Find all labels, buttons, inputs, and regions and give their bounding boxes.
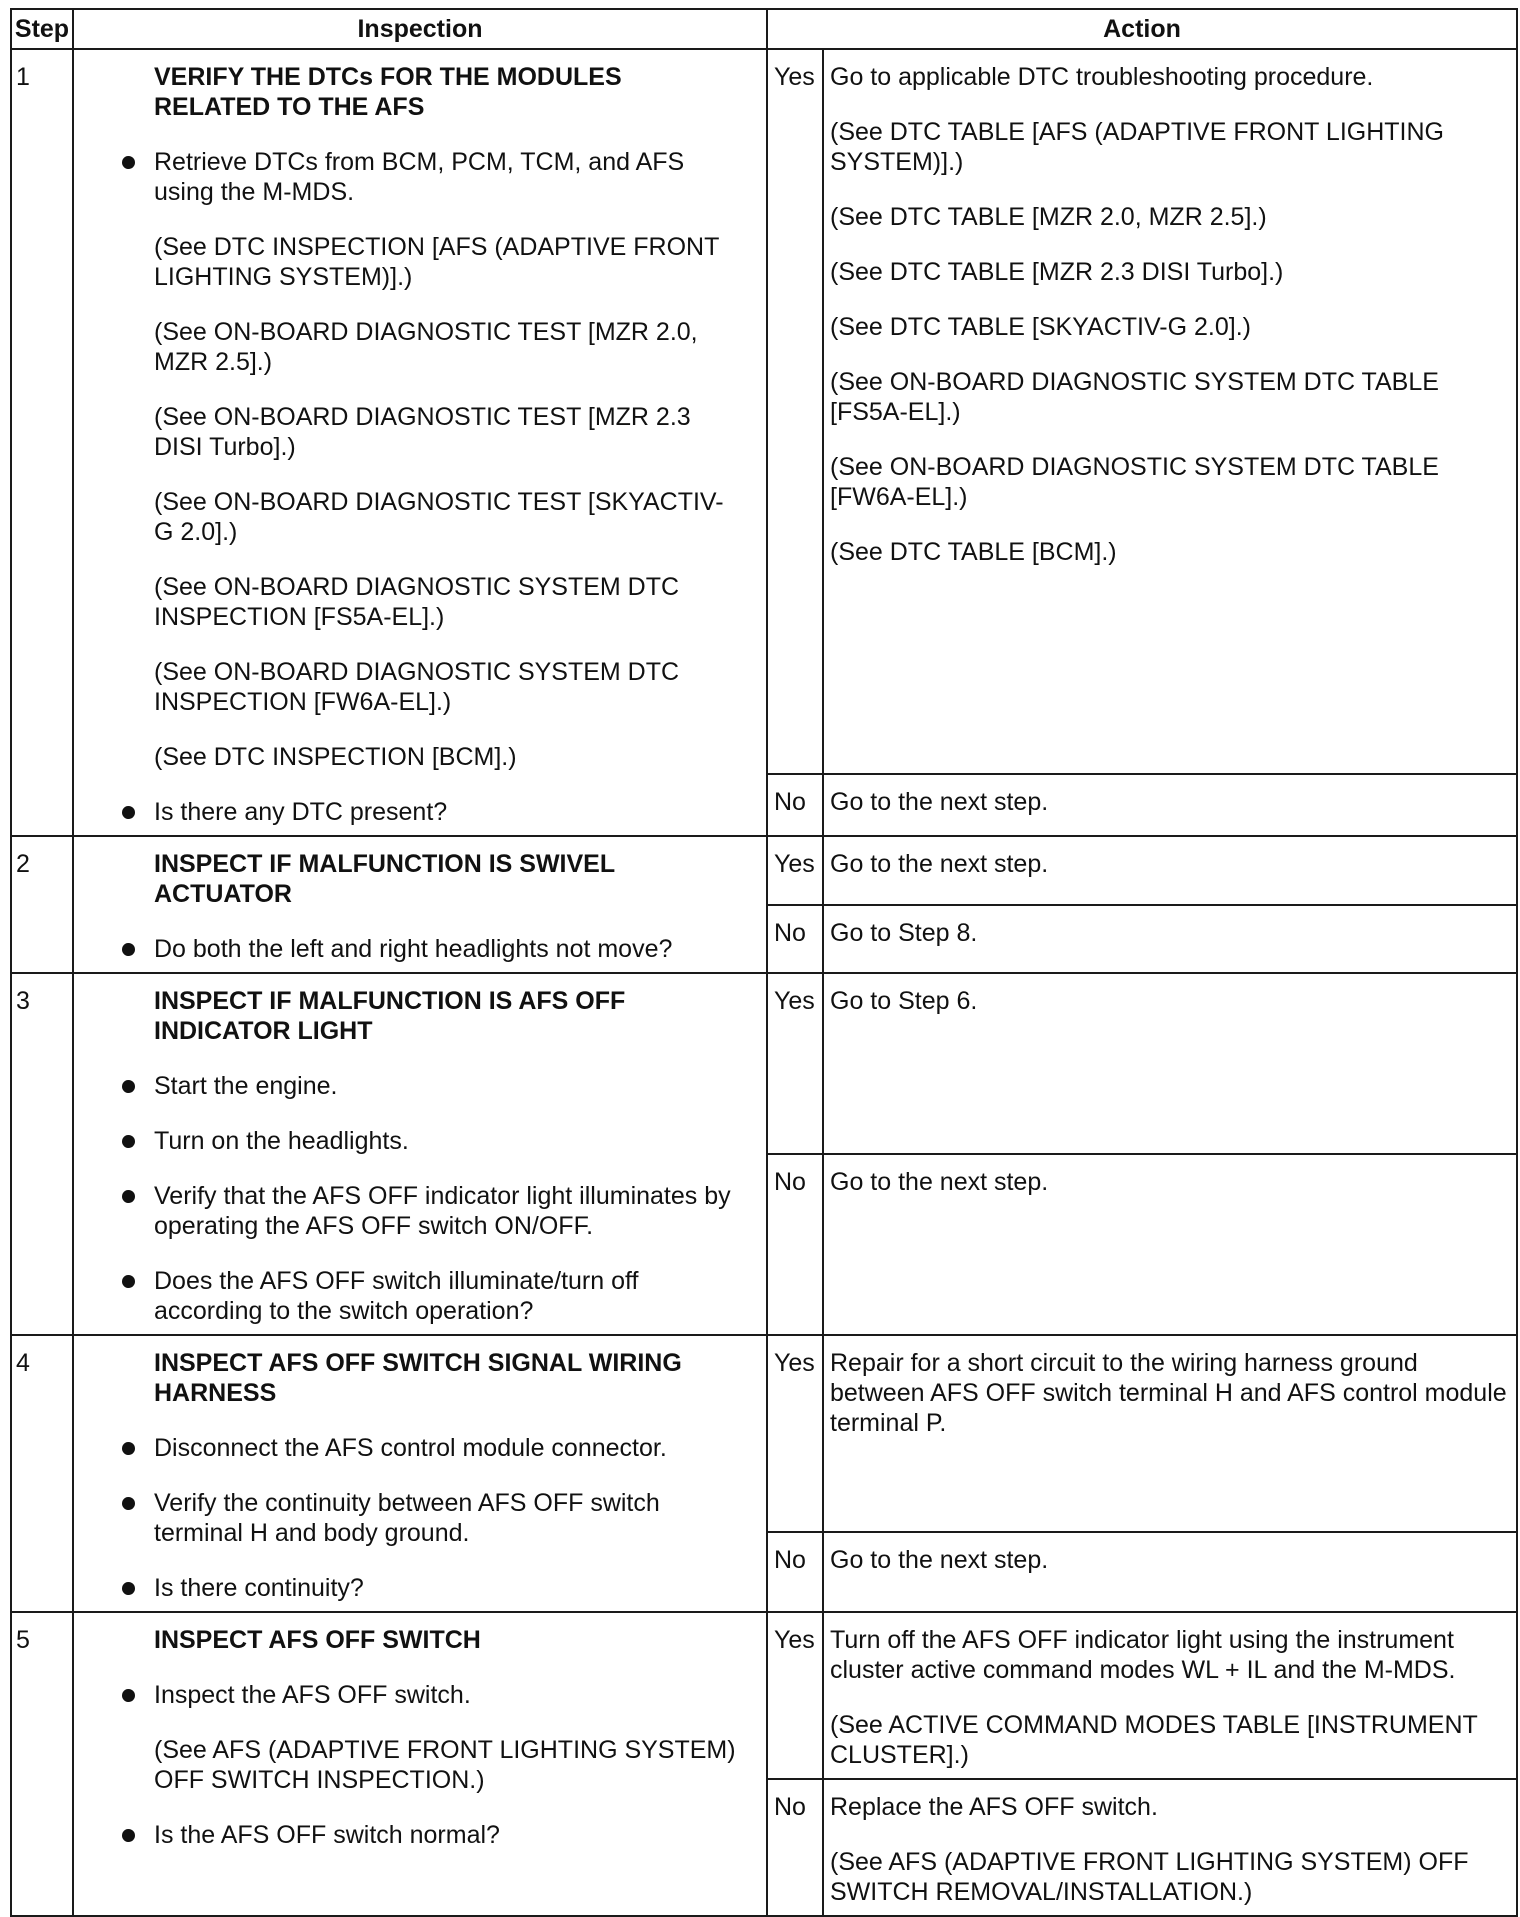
inspection-cell	[73, 973, 767, 1335]
inspection-bullet: Is there any DTC present?	[154, 797, 742, 827]
table-body	[11, 49, 1517, 1916]
table-row	[11, 49, 1517, 774]
yes-action	[823, 973, 1517, 1154]
inspection-reference: (See DTC INSPECTION [AFS (ADAPTIVE FRONT LIGHTING SYSTEM)].)	[154, 233, 719, 291]
no-label: No	[767, 1779, 823, 1916]
action-text: Replace the AFS OFF switch.	[830, 1793, 1158, 1821]
inspection-bullet: Verify that the AFS OFF indicator light illuminates by operating the AFS OFF switch ON/OFF.	[154, 1181, 742, 1241]
action-text: (See DTC TABLE [AFS (ADAPTIVE FRONT LIGHTING SYSTEM)].)	[830, 118, 1445, 176]
action-text: Turn off the AFS OFF indicator light using the instrument cluster active command modes WL + IL and the M-MDS.	[830, 1626, 1456, 1684]
header-step: Step	[11, 9, 73, 49]
inspection-bullet: Turn on the headlights.	[154, 1126, 742, 1156]
no-label: No	[767, 1154, 823, 1335]
header-action: Action	[767, 9, 1517, 49]
table-row	[11, 1612, 1517, 1779]
inspection-title: INSPECT AFS OFF SWITCH SIGNAL WIRING HARNESS	[154, 1349, 682, 1407]
yes-label: Yes	[767, 1612, 823, 1779]
inspection-bullet: Inspect the AFS OFF switch.	[154, 1680, 742, 1710]
step-number: 3	[11, 973, 73, 1335]
troubleshooting-table	[10, 8, 1518, 1917]
action-text: (See DTC TABLE [BCM].)	[830, 538, 1117, 566]
step-number: 4	[11, 1335, 73, 1612]
table-row	[11, 1335, 1517, 1532]
inspection-title: VERIFY THE DTCs FOR THE MODULES RELATED TO THE AFS	[154, 63, 622, 121]
inspection-title: INSPECT AFS OFF SWITCH	[154, 1626, 481, 1654]
no-action	[823, 1154, 1517, 1335]
yes-action	[823, 49, 1517, 774]
action-text: Go to the next step.	[830, 787, 1049, 816]
action-text: Go to the next step.	[830, 850, 1049, 878]
action-text: (See AFS (ADAPTIVE FRONT LIGHTING SYSTEM) OFF SWITCH REMOVAL/INSTALLATION.)	[830, 1848, 1469, 1906]
inspection-reference: (See AFS (ADAPTIVE FRONT LIGHTING SYSTEM) OFF SWITCH INSPECTION.)	[154, 1736, 736, 1794]
no-label: No	[767, 1532, 823, 1612]
inspection-reference: (See ON-BOARD DIAGNOSTIC TEST [MZR 2.0, MZR 2.5].)	[154, 318, 698, 376]
action-text: (See DTC TABLE [SKYACTIV-G 2.0].)	[830, 313, 1251, 341]
table-row	[11, 973, 1517, 1154]
no-action	[823, 1532, 1517, 1612]
header-row	[11, 9, 1517, 49]
no-action	[823, 1779, 1517, 1916]
inspection-title: INSPECT IF MALFUNCTION IS SWIVEL ACTUATOR	[154, 850, 615, 908]
inspection-cell	[73, 836, 767, 973]
troubleshooting-document	[10, 8, 1516, 1917]
inspection-bullet: Start the engine.	[154, 1071, 742, 1101]
inspection-bullet: Do both the left and right headlights not move?	[154, 934, 742, 964]
table-row	[11, 836, 1517, 905]
action-text: (See ON-BOARD DIAGNOSTIC SYSTEM DTC TABLE [FW6A-EL].)	[830, 453, 1439, 511]
action-text: Repair for a short circuit to the wiring harness ground between AFS OFF switch terminal H and AFS control module terminal P.	[830, 1349, 1507, 1437]
action-text: (See DTC TABLE [MZR 2.3 DISI Turbo].)	[830, 258, 1284, 286]
yes-label: Yes	[767, 1335, 823, 1532]
yes-label: Yes	[767, 836, 823, 905]
inspection-reference: (See ON-BOARD DIAGNOSTIC TEST [SKYACTIV-G 2.0].)	[154, 488, 724, 546]
inspection-reference: (See DTC INSPECTION [BCM].)	[154, 743, 517, 771]
step-number: 1	[11, 49, 73, 836]
action-text: Go to the next step.	[830, 1546, 1049, 1575]
inspection-cell	[73, 1335, 767, 1612]
action-text: Go to Step 8.	[830, 918, 978, 947]
inspection-bullet: Is there continuity?	[154, 1573, 742, 1603]
step-number: 5	[11, 1612, 73, 1916]
no-label: No	[767, 905, 823, 974]
step-number: 2	[11, 836, 73, 973]
action-text: (See ON-BOARD DIAGNOSTIC SYSTEM DTC TABLE [FS5A-EL].)	[830, 368, 1439, 426]
action-text: (See ACTIVE COMMAND MODES TABLE [INSTRUMENT CLUSTER].)	[830, 1711, 1478, 1769]
inspection-bullet: Retrieve DTCs from BCM, PCM, TCM, and AFS using the M-MDS.	[154, 147, 742, 207]
action-text: Go to Step 6.	[830, 987, 978, 1015]
yes-action	[823, 1335, 1517, 1532]
action-text: (See DTC TABLE [MZR 2.0, MZR 2.5].)	[830, 203, 1267, 231]
inspection-bullet: Verify the continuity between AFS OFF switch terminal H and body ground.	[154, 1488, 742, 1548]
no-action	[823, 905, 1517, 974]
inspection-reference: (See ON-BOARD DIAGNOSTIC SYSTEM DTC INSPECTION [FS5A-EL].)	[154, 573, 680, 631]
no-label: No	[767, 774, 823, 836]
header-inspection: Inspection	[73, 9, 767, 49]
inspection-bullet: Disconnect the AFS control module connector.	[154, 1433, 742, 1463]
inspection-bullet: Does the AFS OFF switch illuminate/turn off according to the switch operation?	[154, 1266, 742, 1326]
yes-label: Yes	[767, 49, 823, 774]
inspection-reference: (See ON-BOARD DIAGNOSTIC TEST [MZR 2.3 DISI Turbo].)	[154, 403, 691, 461]
inspection-title: INSPECT IF MALFUNCTION IS AFS OFF INDICATOR LIGHT	[154, 987, 626, 1045]
no-action	[823, 774, 1517, 836]
yes-action	[823, 1612, 1517, 1779]
inspection-cell	[73, 1612, 767, 1916]
inspection-bullet: Is the AFS OFF switch normal?	[154, 1820, 742, 1850]
action-text: Go to the next step.	[830, 1168, 1049, 1196]
yes-action	[823, 836, 1517, 905]
inspection-reference: (See ON-BOARD DIAGNOSTIC SYSTEM DTC INSPECTION [FW6A-EL].)	[154, 658, 680, 716]
inspection-cell	[73, 49, 767, 836]
action-text: Go to applicable DTC troubleshooting procedure.	[830, 63, 1374, 91]
yes-label: Yes	[767, 973, 823, 1154]
